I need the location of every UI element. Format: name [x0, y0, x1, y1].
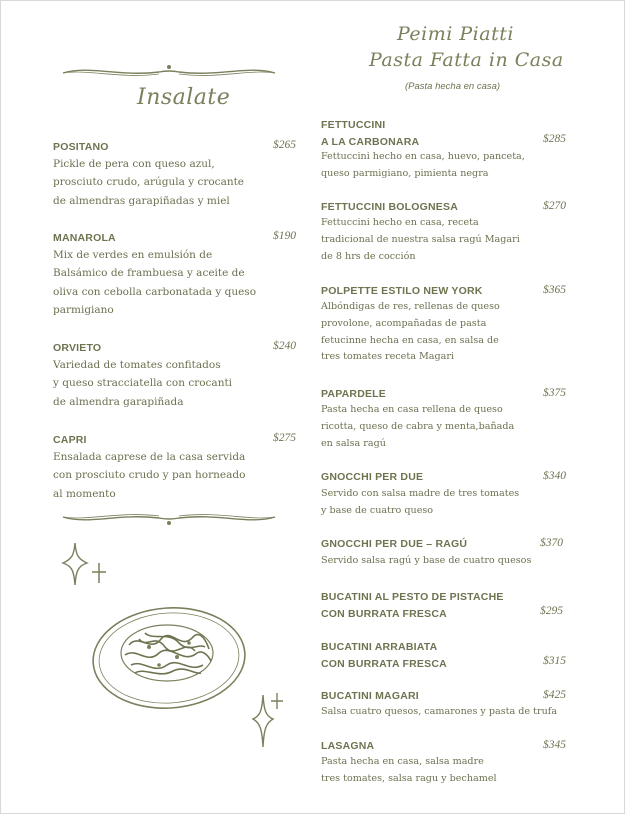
pasta-description: Servido salsa ragú y base de cuatro quesos	[321, 555, 532, 566]
pasta-price: $425	[543, 689, 566, 701]
salad-description: Mix de verdes en emulsión de Balsámico de frambuesa y aceite de oliva con cebolla carbonatada y queso parmigiano	[53, 249, 257, 316]
pasta-price: $295	[540, 605, 563, 617]
pasta-name: FETTUCCINI A LA CARBONARA	[321, 119, 420, 148]
pasta-price: $375	[543, 387, 566, 399]
flourish-divider-icon	[59, 63, 279, 83]
pasta-price: $315	[543, 655, 566, 667]
pasta-description: Albóndigas de res, rellenas de queso provolone, acompañadas de pasta fetucinne hecha en casa, en salsa de tres tomates receta Magari	[321, 301, 500, 363]
pasta-plate-illustration-icon	[89, 603, 249, 713]
salad-price: $190	[273, 230, 296, 242]
pasta-name: POLPETTE ESTILO NEW YORK	[321, 285, 483, 297]
salad-price: $275	[273, 432, 296, 444]
pasta-description: Fettuccini hecho en casa, receta tradicional de nuestra salsa ragú Magari de 8 hrs de cocción	[321, 217, 520, 262]
pasta-price: $340	[543, 470, 566, 482]
pasta-price: $370	[540, 537, 563, 549]
pasta-name: GNOCCHI PER DUE – RAGÚ	[321, 538, 468, 550]
salad-name: MANAROLA	[53, 232, 116, 244]
pasta-description: Salsa cuatro quesos, camarones y pasta de trufa	[321, 706, 558, 717]
pasta-price: $345	[543, 739, 566, 751]
salad-name: ORVIETO	[53, 342, 102, 354]
pasta-price: $270	[543, 200, 566, 212]
sparkle-icon	[251, 689, 291, 749]
pasta-description: Pasta hecha en casa rellena de queso ricotta, queso de cabra y menta,bañada en salsa ragú	[321, 404, 515, 449]
pasta-price: $285	[543, 133, 566, 145]
salad-name: POSITANO	[53, 141, 109, 153]
salad-description: Ensalada caprese de la casa servida con prosciuto crudo y pan horneado al momento	[53, 451, 246, 500]
pasta-description: Servido con salsa madre de tres tomates y base de cuatro queso	[321, 488, 520, 516]
pasta-name: LASAGNA	[321, 740, 375, 752]
salad-description: Pickle de pera con queso azul, prosciuto crudo, arúgula y crocante de almendras garapiñadas y miel	[53, 158, 245, 207]
pasta-price: $365	[543, 284, 566, 296]
pasta-name: BUCATINI AL PESTO DE PISTACHE CON BURRATA FRESCA	[321, 591, 504, 620]
pasta-subtitle: (Pasta hecha en casa)	[405, 81, 501, 92]
pasta-title-line2: Pasta Fatta in Casa	[369, 49, 564, 71]
pasta-description: Fettuccini hecho en casa, huevo, panceta, queso parmigiano, pimienta negra	[321, 151, 525, 179]
pasta-description: Pasta hecha en casa, salsa madre tres tomates, salsa ragu y bechamel	[321, 756, 497, 784]
pasta-name: FETTUCCINI BOLOGNESA	[321, 201, 458, 213]
salad-description: Variedad de tomates confitados y queso stracciatella con crocanti de almendra garapiñada	[53, 359, 233, 408]
salad-name: CAPRI	[53, 434, 87, 446]
pasta-name: PAPARDELE	[321, 388, 386, 400]
pasta-title-line1: Peimi Piatti	[397, 23, 514, 45]
pasta-name: BUCATINI ARRABIATA CON BURRATA FRESCA	[321, 641, 447, 670]
salad-price: $265	[273, 139, 296, 151]
pasta-name: GNOCCHI PER DUE	[321, 471, 424, 483]
salad-price: $240	[273, 340, 296, 352]
pasta-name: BUCATINI MAGARI	[321, 690, 419, 702]
sparkle-icon	[59, 541, 119, 591]
salads-title: Insalate	[137, 85, 231, 110]
flourish-divider-icon	[59, 507, 279, 527]
